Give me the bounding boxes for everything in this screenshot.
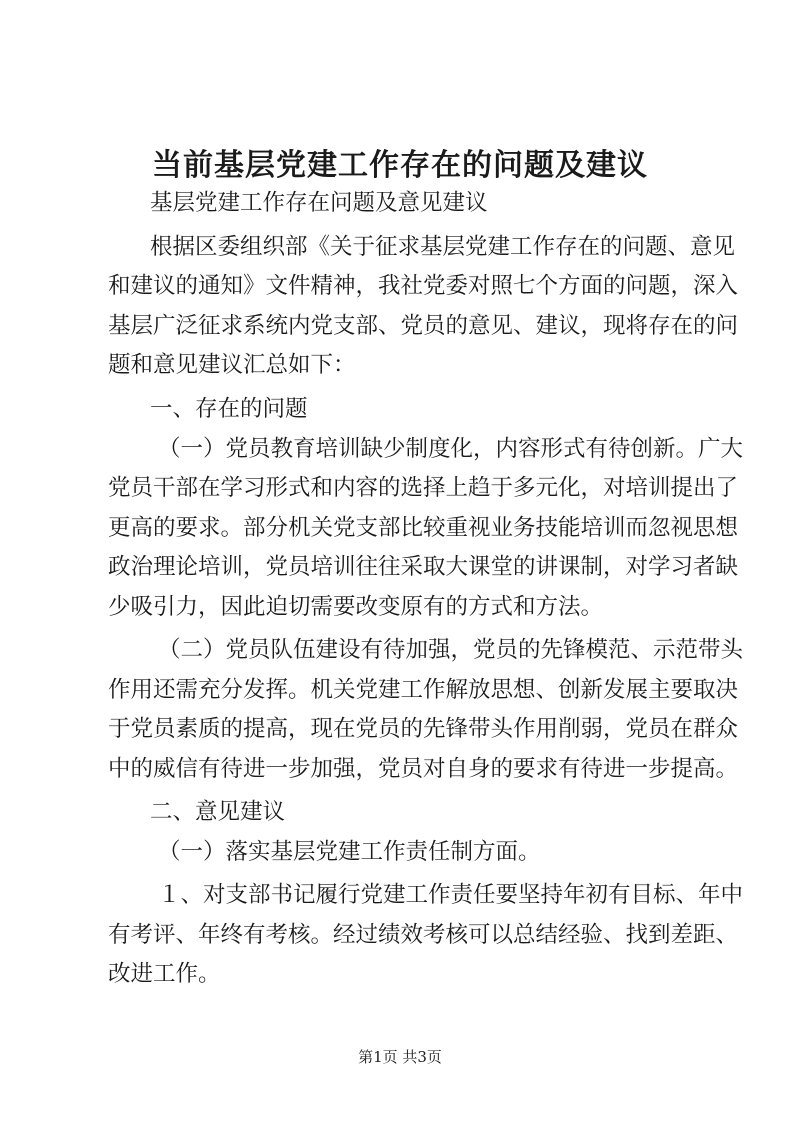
sub1-heading: （一）落实基层党建工作责任制方面。 [158,839,541,865]
page-footer: 第1页 共3页 [358,1048,442,1066]
section1-heading: 一、存在的问题 [150,396,308,422]
intro-line-3: 基层广泛征求系统内党支部、党员的意见、建议，现将存在的问 [108,313,739,339]
item2-line-1: （二）党员队伍建设有待加强，党员的先锋模范、示范带头 [158,637,744,663]
intro-line-4: 题和意见建议汇总如下： [108,352,356,378]
item1-line-5: 少吸引力，因此迫切需要改变原有的方式和方法。 [108,594,604,620]
item1-line-1: （一）党员教育培训缺少制度化，内容形式有待创新。广大 [158,436,744,462]
point1-line-2: 有考评、年终有考核。经过绩效考核可以总结经验、找到差距、 [108,922,739,948]
intro-line-2: 和建议的通知》文件精神，我社党委对照七个方面的问题，深入 [108,273,739,299]
item1-line-3: 更高的要求。部分机关党支部比较重视业务技能培训而忽视思想 [108,515,739,541]
document-subtitle: 基层党建工作存在问题及意见建议 [150,190,488,216]
item1-line-4: 政治理论培训，党员培训往往采取大课堂的讲课制，对学习者缺 [108,554,739,580]
document-title: 当前基层党建工作存在的问题及建议 [152,148,648,183]
item2-line-4: 中的威信有待进一步加强，党员对自身的要求有待进一步提高。 [108,756,739,782]
section2-heading: 二、意见建议 [150,799,286,825]
item1-line-2: 党员干部在学习形式和内容的选择上趋于多元化，对培训提出了 [108,475,739,501]
intro-line-1: 根据区委组织部《关于征求基层党建工作存在的问题、意见 [150,234,736,260]
item2-line-3: 于党员素质的提高，现在党员的先锋带头作用削弱，党员在群众 [108,716,739,742]
item2-line-2: 作用还需充分发挥。机关党建工作解放思想、创新发展主要取决 [108,677,739,703]
point1-line-3: 改进工作。 [108,961,221,987]
point1-line-1: １、对支部书记履行党建工作责任要坚持年初有目标、年中 [158,882,744,908]
